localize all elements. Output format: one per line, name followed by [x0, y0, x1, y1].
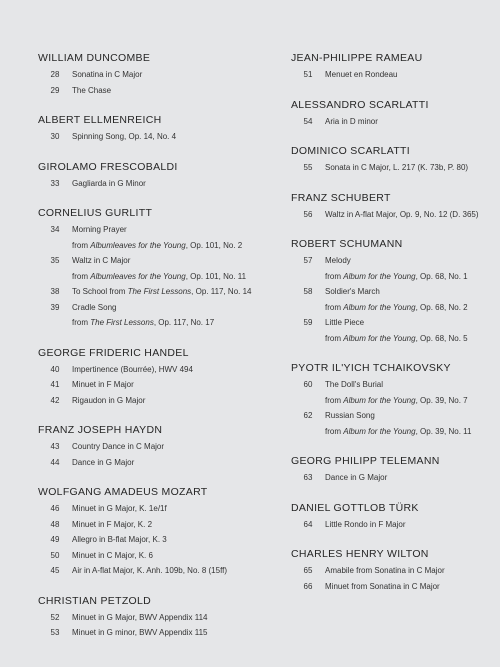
source-book-title: The First Lessons — [127, 287, 192, 296]
composer-name: GEORGE FRIDERIC HANDEL — [38, 346, 189, 359]
composer-name: JEAN-PHILIPPE RAMEAU — [291, 52, 423, 64]
piece-line — [291, 160, 500, 176]
piece-title — [72, 300, 116, 316]
piece-title-text: Dance in G Major — [72, 457, 135, 467]
piece-title-text: Minuet in G Major, BWV Appendix 114 — [72, 612, 208, 622]
piece-line — [38, 284, 258, 300]
source-text — [325, 424, 471, 440]
composer-section — [38, 484, 258, 579]
source-opus: , Op. 39, No. 11 — [415, 426, 472, 436]
piece-entry — [38, 455, 258, 471]
source-line — [291, 331, 500, 347]
page-number-spacer — [38, 238, 72, 254]
piece-line — [291, 253, 500, 269]
composer-name: CHARLES HENRY WILTON — [291, 548, 429, 560]
source-prefix: from — [325, 395, 344, 405]
piece-title — [325, 207, 479, 223]
piece-title-text: Allegro in B-flat Major, K. 3 — [72, 535, 167, 544]
piece-line — [38, 563, 258, 579]
piece-line — [38, 610, 258, 626]
page-number: 55 — [303, 163, 313, 172]
composer-name: WOLFGANG AMADEUS MOZART — [38, 486, 208, 498]
source-text — [325, 331, 468, 347]
piece-entry — [38, 129, 258, 145]
piece-entry — [38, 517, 258, 533]
piece-line — [38, 377, 258, 393]
piece-title-text: Minuet from Sonatina in C Major — [325, 581, 440, 591]
piece-title — [72, 439, 164, 455]
source-prefix: from — [325, 271, 344, 281]
composer-name: ROBERT SCHUMANN — [291, 238, 403, 250]
page-number: 59 — [303, 318, 313, 327]
source-line — [291, 269, 500, 285]
piece-entry — [291, 470, 500, 486]
piece-title-text: Spinning Song, Op. 14, No. 4 — [72, 132, 177, 141]
piece-title — [325, 377, 383, 393]
source-book-title: Album for the Young — [343, 426, 416, 436]
composer-section — [291, 50, 500, 83]
piece-title — [72, 548, 153, 564]
source-line — [38, 238, 258, 254]
composer-name: DOMINICO SCARLATTI — [291, 145, 410, 157]
piece-entry — [291, 284, 500, 315]
source-prefix: from — [72, 271, 91, 281]
piece-title-text: Aria in D minor — [325, 116, 378, 126]
page-number-spacer — [291, 424, 325, 440]
piece-title — [72, 532, 167, 548]
composer-section — [38, 112, 258, 145]
page-number: 28 — [50, 70, 60, 79]
piece-title-text: Little Piece — [325, 318, 365, 327]
piece-title-text: Gagliarda in G Minor — [72, 178, 146, 188]
piece-title — [325, 579, 440, 595]
piece-title-text: Sonatina in C Major — [72, 70, 143, 79]
piece-entry — [38, 393, 258, 409]
piece-entry — [291, 377, 500, 408]
source-text — [72, 269, 246, 285]
page-number: 30 — [50, 132, 60, 141]
source-book-title: Albumleaves for the Young — [90, 271, 186, 281]
composer-section — [291, 546, 500, 594]
piece-title-text: Impertinence (Bourrée), HWV 494 — [72, 364, 193, 374]
piece-line — [38, 253, 258, 269]
piece-line — [38, 548, 258, 564]
composer-section — [38, 205, 258, 331]
piece-title-text: Morning Prayer — [72, 225, 127, 234]
source-opus: , Op. 68, No. 2 — [415, 302, 468, 312]
composer-section — [38, 422, 258, 470]
source-book-title: The First Lessons — [90, 318, 154, 327]
piece-entry — [291, 253, 500, 284]
piece-line — [38, 455, 258, 471]
piece-title-text: Air in A-flat Major, K. Anh. 109b, No. 8 (15ff) — [72, 566, 228, 575]
piece-title-text: Russian Song — [325, 411, 375, 420]
piece-line — [38, 517, 258, 533]
piece-entry — [38, 176, 258, 192]
source-book-title: Albumleaves for the Young — [90, 240, 186, 250]
piece-entry — [291, 114, 500, 130]
piece-title — [72, 129, 176, 145]
page-number: 49 — [50, 535, 60, 544]
piece-title — [72, 176, 146, 192]
source-prefix: from — [72, 318, 91, 327]
piece-line — [291, 470, 500, 486]
piece-line — [291, 517, 500, 533]
page-number: 53 — [50, 628, 60, 637]
composer-name: GEORG PHILIPP TELEMANN — [291, 455, 440, 467]
page-number-spacer — [291, 393, 325, 409]
piece-title — [72, 501, 167, 517]
source-line — [291, 424, 500, 440]
piece-title — [72, 284, 252, 300]
piece-line — [38, 83, 258, 99]
composer-section — [291, 360, 500, 439]
composer-section — [291, 236, 500, 346]
piece-entry — [291, 207, 500, 223]
source-text — [72, 238, 242, 254]
page-number: 63 — [303, 473, 313, 482]
page-number-spacer — [291, 300, 325, 316]
composer-name: PYOTR IL'YICH TCHAIKOVSKY — [291, 362, 451, 374]
piece-entry — [38, 222, 258, 253]
page-number: 44 — [50, 457, 60, 467]
piece-line — [38, 129, 258, 145]
piece-entry — [291, 563, 500, 579]
piece-title — [325, 114, 378, 130]
contents-column-left — [38, 50, 258, 655]
piece-line — [291, 67, 500, 83]
piece-title — [325, 517, 405, 533]
piece-title — [325, 284, 380, 300]
page-number: 50 — [50, 550, 60, 560]
source-book-title: Album for the Young — [343, 271, 416, 281]
composer-name: ALBERT ELLMENREICH — [38, 114, 162, 126]
composer-section — [291, 97, 500, 130]
piece-title-text: Waltz in A-flat Major, Op. 9, No. 12 (D. 365) — [325, 209, 479, 219]
source-book-title: Album for the Young — [343, 333, 416, 343]
piece-line — [38, 393, 258, 409]
piece-line — [291, 114, 500, 130]
piece-title-text: Dance in G Major — [325, 473, 388, 482]
piece-entry — [38, 362, 258, 378]
composer-name: CHRISTIAN PETZOLD — [38, 594, 152, 607]
piece-title — [72, 455, 134, 471]
piece-line — [291, 284, 500, 300]
piece-line — [38, 67, 258, 83]
piece-title-text: Soldier's March — [325, 287, 380, 296]
composer-section — [38, 50, 258, 98]
piece-title-text: Minuet in F Major, K. 2 — [72, 519, 153, 529]
composer-section — [291, 453, 500, 486]
piece-title-text: Amabile from Sonatina in C Major — [325, 566, 445, 575]
piece-line — [38, 222, 258, 238]
piece-title-text: Sonata in C Major, L. 217 (K. 73b, P. 80) — [325, 163, 469, 172]
page-number: 41 — [50, 380, 60, 389]
piece-entry — [291, 408, 500, 439]
piece-title — [325, 160, 468, 176]
source-text — [325, 269, 468, 285]
piece-line — [38, 300, 258, 316]
piece-entry — [38, 67, 258, 83]
piece-line — [38, 362, 258, 378]
piece-entry — [291, 67, 500, 83]
page-number: 57 — [303, 256, 313, 265]
piece-line — [38, 439, 258, 455]
composer-name: FRANZ JOSEPH HAYDN — [38, 424, 163, 436]
page-number: 66 — [303, 581, 313, 591]
source-book-title: Album for the Young — [343, 302, 416, 312]
piece-title — [72, 362, 193, 378]
page-number: 62 — [303, 411, 313, 420]
composer-name: DANIEL GOTTLOB TÜRK — [291, 501, 419, 514]
composer-name: WILLIAM DUNCOMBE — [38, 52, 151, 64]
composer-section — [38, 159, 258, 192]
piece-entry — [38, 501, 258, 517]
piece-entry — [38, 284, 258, 300]
composer-section — [291, 143, 500, 176]
piece-entry — [38, 548, 258, 564]
page-number: 48 — [50, 519, 60, 529]
piece-title — [72, 610, 207, 626]
piece-entry — [291, 579, 500, 595]
page-number-spacer — [291, 331, 325, 347]
piece-title-text: Menuet en Rondeau — [325, 70, 398, 79]
piece-title — [325, 470, 387, 486]
page-number: 35 — [50, 256, 60, 265]
page-number: 45 — [50, 566, 60, 575]
piece-line — [291, 563, 500, 579]
source-prefix: from — [325, 426, 344, 436]
piece-entry — [38, 253, 258, 284]
source-opus: , Op. 117, No. 14 — [191, 287, 252, 296]
piece-entry — [38, 83, 258, 99]
piece-title — [72, 222, 127, 238]
source-text — [325, 393, 468, 409]
page-number: 56 — [303, 209, 313, 219]
piece-line — [38, 532, 258, 548]
source-prefix: from — [72, 240, 91, 250]
page-number: 65 — [303, 566, 313, 575]
page-number: 34 — [50, 225, 60, 234]
page-number-spacer — [38, 269, 72, 285]
piece-title — [325, 315, 364, 331]
source-opus: , Op. 101, No. 11 — [185, 271, 247, 281]
piece-entry — [38, 610, 258, 626]
piece-title-text: Melody — [325, 256, 351, 265]
page-number: 38 — [50, 287, 60, 296]
page-number: 42 — [50, 395, 60, 405]
piece-title-text: Minuet in G Major, K. 1e/1f — [72, 504, 167, 513]
composer-section — [38, 593, 258, 641]
page-number: 29 — [50, 85, 60, 95]
page-number: 46 — [50, 504, 60, 513]
piece-title-text: Waltz in C Major — [72, 256, 131, 265]
piece-title-text: Rigaudon in G Major — [72, 395, 146, 405]
page-number: 51 — [303, 70, 313, 79]
source-line — [38, 315, 258, 331]
piece-line — [291, 315, 500, 331]
page-number-spacer — [38, 315, 72, 331]
composer-name: GIROLAMO FRESCOBALDI — [38, 160, 178, 173]
piece-line — [291, 377, 500, 393]
piece-title-text: Minuet in G minor, BWV Appendix 115 — [72, 628, 208, 637]
piece-title-text: Minuet in F Major — [72, 380, 134, 389]
page-number-spacer — [291, 269, 325, 285]
page-number: 43 — [50, 442, 60, 451]
piece-line — [291, 207, 500, 223]
page-number: 39 — [50, 302, 60, 312]
page-number: 54 — [303, 116, 313, 126]
piece-title-text: Country Dance in C Major — [72, 442, 165, 451]
piece-entry — [38, 300, 258, 331]
page-number: 58 — [303, 287, 313, 296]
piece-entry — [38, 563, 258, 579]
page-number: 64 — [303, 519, 313, 529]
piece-title — [325, 408, 375, 424]
piece-title-text: The Chase — [72, 85, 112, 95]
source-text — [325, 300, 468, 316]
source-prefix: from — [325, 302, 344, 312]
page-number: 52 — [50, 612, 60, 622]
source-book-title: Album for the Young — [343, 395, 416, 405]
piece-line — [38, 501, 258, 517]
composer-name: CORNELIUS GURLITT — [38, 207, 153, 219]
piece-title — [72, 517, 152, 533]
page-number: 60 — [303, 380, 313, 389]
source-opus: , Op. 68, No. 1 — [415, 271, 468, 281]
source-opus: , Op. 68, No. 5 — [415, 333, 468, 343]
piece-title — [72, 563, 227, 579]
piece-title — [72, 253, 130, 269]
piece-line — [291, 579, 500, 595]
piece-line — [38, 176, 258, 192]
composer-section — [291, 190, 500, 223]
piece-entry — [38, 625, 258, 641]
source-opus: , Op. 101, No. 2 — [185, 240, 243, 250]
piece-title — [325, 563, 445, 579]
source-text — [72, 315, 214, 331]
piece-title-text: To School from — [72, 287, 128, 296]
piece-title-text: Little Rondo in F Major — [325, 519, 406, 529]
source-line — [38, 269, 258, 285]
piece-title — [325, 253, 351, 269]
composer-name: FRANZ SCHUBERT — [291, 191, 391, 204]
page-number: 40 — [50, 364, 60, 374]
source-prefix: from — [325, 333, 344, 343]
composer-name: ALESSANDRO SCARLATTI — [291, 98, 429, 111]
piece-entry — [291, 160, 500, 176]
piece-title — [72, 377, 134, 393]
piece-entry — [38, 377, 258, 393]
piece-title — [72, 67, 142, 83]
piece-line — [38, 625, 258, 641]
composer-section — [291, 500, 500, 533]
piece-entry — [291, 315, 500, 346]
piece-title — [325, 67, 398, 83]
source-opus: , Op. 39, No. 7 — [415, 395, 468, 405]
piece-title — [72, 83, 111, 99]
piece-title-text: Cradle Song — [72, 302, 117, 312]
contents-column-right — [291, 50, 500, 608]
piece-title-text: The Doll's Burial — [325, 380, 383, 389]
piece-entry — [38, 439, 258, 455]
source-line — [291, 300, 500, 316]
source-opus: , Op. 117, No. 17 — [153, 318, 215, 327]
piece-title — [72, 625, 207, 641]
composer-section — [38, 345, 258, 409]
piece-title-text: Minuet in C Major, K. 6 — [72, 550, 153, 560]
piece-entry — [291, 517, 500, 533]
piece-title — [72, 393, 145, 409]
source-line — [291, 393, 500, 409]
piece-entry — [38, 532, 258, 548]
piece-line — [291, 408, 500, 424]
page-number: 33 — [50, 178, 60, 188]
